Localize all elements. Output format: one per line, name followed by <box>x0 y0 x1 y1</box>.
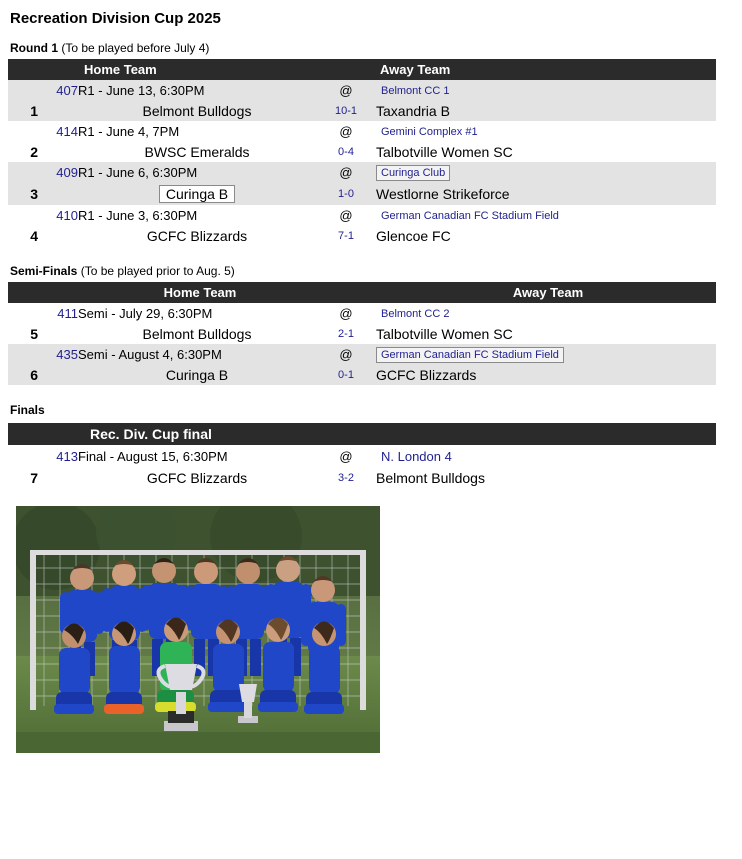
at-symbol: @ <box>316 162 376 183</box>
venue[interactable] <box>376 162 716 183</box>
home-team-label[interactable]: Curinga B <box>165 367 229 383</box>
venue[interactable] <box>376 205 716 226</box>
match-number: 4 <box>8 226 38 246</box>
venue[interactable] <box>376 121 716 142</box>
score: 10-1 <box>316 101 376 121</box>
team-photo <box>16 506 734 753</box>
home-team-label[interactable]: GCFC Blizzards <box>146 228 248 244</box>
header-spacer-at <box>316 59 376 80</box>
table-row <box>8 324 716 344</box>
home-team[interactable] <box>78 468 316 488</box>
row-spacer <box>38 101 78 121</box>
header-spacer-id <box>38 59 78 80</box>
venue-label[interactable]: German Canadian FC Stadium Field <box>376 347 564 363</box>
at-symbol: @ <box>316 344 376 365</box>
header-spacer <box>8 59 38 80</box>
row-spacer <box>8 303 38 324</box>
header-home-team: Home Team <box>78 282 316 303</box>
at-symbol: @ <box>316 303 376 324</box>
away-team[interactable]: Talbotville Women SC <box>376 324 716 344</box>
away-team[interactable]: GCFC Blizzards <box>376 365 716 385</box>
row-spacer <box>8 162 38 183</box>
score: 1-0 <box>316 183 376 205</box>
header-spacer <box>8 282 38 303</box>
header-spacer <box>8 423 38 445</box>
home-team[interactable] <box>78 365 316 385</box>
game-id[interactable]: 410 <box>38 205 78 226</box>
table-row <box>8 183 716 205</box>
header-spacer-at <box>316 282 376 303</box>
row-spacer <box>38 468 78 488</box>
home-team-label[interactable]: BWSC Emeralds <box>144 144 250 160</box>
match-number: 7 <box>8 468 38 488</box>
match-datetime: R1 - June 4, 7PM <box>78 121 316 142</box>
section-name: Round 1 <box>10 41 58 55</box>
row-spacer <box>38 365 78 385</box>
home-team[interactable] <box>78 226 316 246</box>
table-row <box>8 121 716 142</box>
game-id[interactable]: 414 <box>38 121 78 142</box>
venue-label[interactable]: Curinga Club <box>376 165 450 181</box>
table-header-row <box>8 282 716 303</box>
match-datetime: R1 - June 3, 6:30PM <box>78 205 316 226</box>
match-datetime: Semi - August 4, 6:30PM <box>78 344 316 365</box>
match-number: 5 <box>8 324 38 344</box>
score: 7-1 <box>316 226 376 246</box>
row-spacer <box>8 121 38 142</box>
table-row <box>8 445 716 468</box>
venue[interactable] <box>376 344 716 365</box>
row-spacer <box>8 344 38 365</box>
section-heading-finals: Finals <box>10 403 45 417</box>
score: 3-2 <box>316 468 376 488</box>
away-team[interactable]: Talbotville Women SC <box>376 142 716 162</box>
section-note: (To be played before July 4) <box>61 41 210 55</box>
away-team[interactable]: Glencoe FC <box>376 226 716 246</box>
at-symbol: @ <box>316 205 376 226</box>
row-spacer <box>38 142 78 162</box>
venue-label[interactable]: Belmont CC 2 <box>381 308 450 320</box>
round-1-table <box>8 59 716 246</box>
score: 2-1 <box>316 324 376 344</box>
header-home-team: Home Team <box>78 59 316 80</box>
home-team[interactable] <box>78 142 316 162</box>
at-symbol: @ <box>316 121 376 142</box>
row-spacer <box>38 324 78 344</box>
away-team[interactable]: Taxandria B <box>376 101 716 121</box>
table-header-row <box>8 423 716 445</box>
game-id[interactable]: 435 <box>38 344 78 365</box>
section-name: Semi-Finals <box>10 264 78 278</box>
table-row <box>8 365 716 385</box>
row-spacer <box>8 80 38 101</box>
home-team[interactable] <box>78 101 316 121</box>
section-note: (To be played prior to Aug. 5) <box>80 264 235 278</box>
header-away-team: Away Team <box>376 282 716 303</box>
home-team-label[interactable]: Belmont Bulldogs <box>142 326 252 342</box>
table-row <box>8 101 716 121</box>
home-team[interactable] <box>78 324 316 344</box>
at-symbol: @ <box>316 445 376 468</box>
home-team-label[interactable]: Belmont Bulldogs <box>142 103 252 119</box>
table-row <box>8 205 716 226</box>
table-row <box>8 80 716 101</box>
match-number: 6 <box>8 365 38 385</box>
venue[interactable] <box>376 80 716 101</box>
header-spacer-at <box>316 423 376 445</box>
score: 0-4 <box>316 142 376 162</box>
header-spacer-id <box>38 282 78 303</box>
page-title: Recreation Division Cup 2025 <box>10 10 221 27</box>
table-row <box>8 344 716 365</box>
match-number: 2 <box>8 142 38 162</box>
match-number: 3 <box>8 183 38 205</box>
table-row <box>8 142 716 162</box>
home-team-label[interactable]: GCFC Blizzards <box>146 470 248 486</box>
game-id[interactable]: 407 <box>38 80 78 101</box>
match-number: 1 <box>8 101 38 121</box>
row-spacer <box>38 226 78 246</box>
row-spacer <box>8 205 38 226</box>
finals-table <box>8 423 716 488</box>
table-header-row <box>8 59 716 80</box>
venue-label[interactable]: Belmont CC 1 <box>381 85 450 97</box>
table-row <box>8 226 716 246</box>
game-id[interactable]: 411 <box>38 303 78 324</box>
game-id[interactable]: 409 <box>38 162 78 183</box>
game-id[interactable]: 413 <box>38 445 78 468</box>
venue[interactable] <box>376 303 716 324</box>
header-final-title: Rec. Div. Cup final <box>38 423 316 445</box>
venue-label[interactable]: German Canadian FC Stadium Field <box>381 210 559 222</box>
away-team[interactable]: Westlorne Strikeforce <box>376 183 716 205</box>
score: 0-1 <box>316 365 376 385</box>
header-spacer-away <box>376 423 716 445</box>
table-row <box>8 162 716 183</box>
match-datetime: Semi - July 29, 6:30PM <box>78 303 316 324</box>
team-photo-image <box>16 506 380 753</box>
venue-label[interactable]: Gemini Complex #1 <box>381 126 478 138</box>
at-symbol: @ <box>316 80 376 101</box>
semi-finals-table <box>8 282 716 385</box>
match-datetime: R1 - June 6, 6:30PM <box>78 162 316 183</box>
section-heading-round-1 <box>10 41 734 55</box>
venue-label[interactable]: N. London 4 <box>381 449 452 464</box>
home-team[interactable] <box>78 183 316 205</box>
match-datetime: Final - August 15, 6:30PM <box>78 445 316 468</box>
table-row <box>8 303 716 324</box>
row-spacer <box>8 445 38 468</box>
table-row <box>8 468 716 488</box>
header-away-team: Away Team <box>376 59 716 80</box>
away-team[interactable]: Belmont Bulldogs <box>376 468 716 488</box>
section-heading-semi-finals <box>10 264 734 278</box>
home-team-label[interactable]: Curinga B <box>159 185 235 203</box>
row-spacer <box>38 183 78 205</box>
venue[interactable] <box>376 445 716 468</box>
match-datetime: R1 - June 13, 6:30PM <box>78 80 316 101</box>
